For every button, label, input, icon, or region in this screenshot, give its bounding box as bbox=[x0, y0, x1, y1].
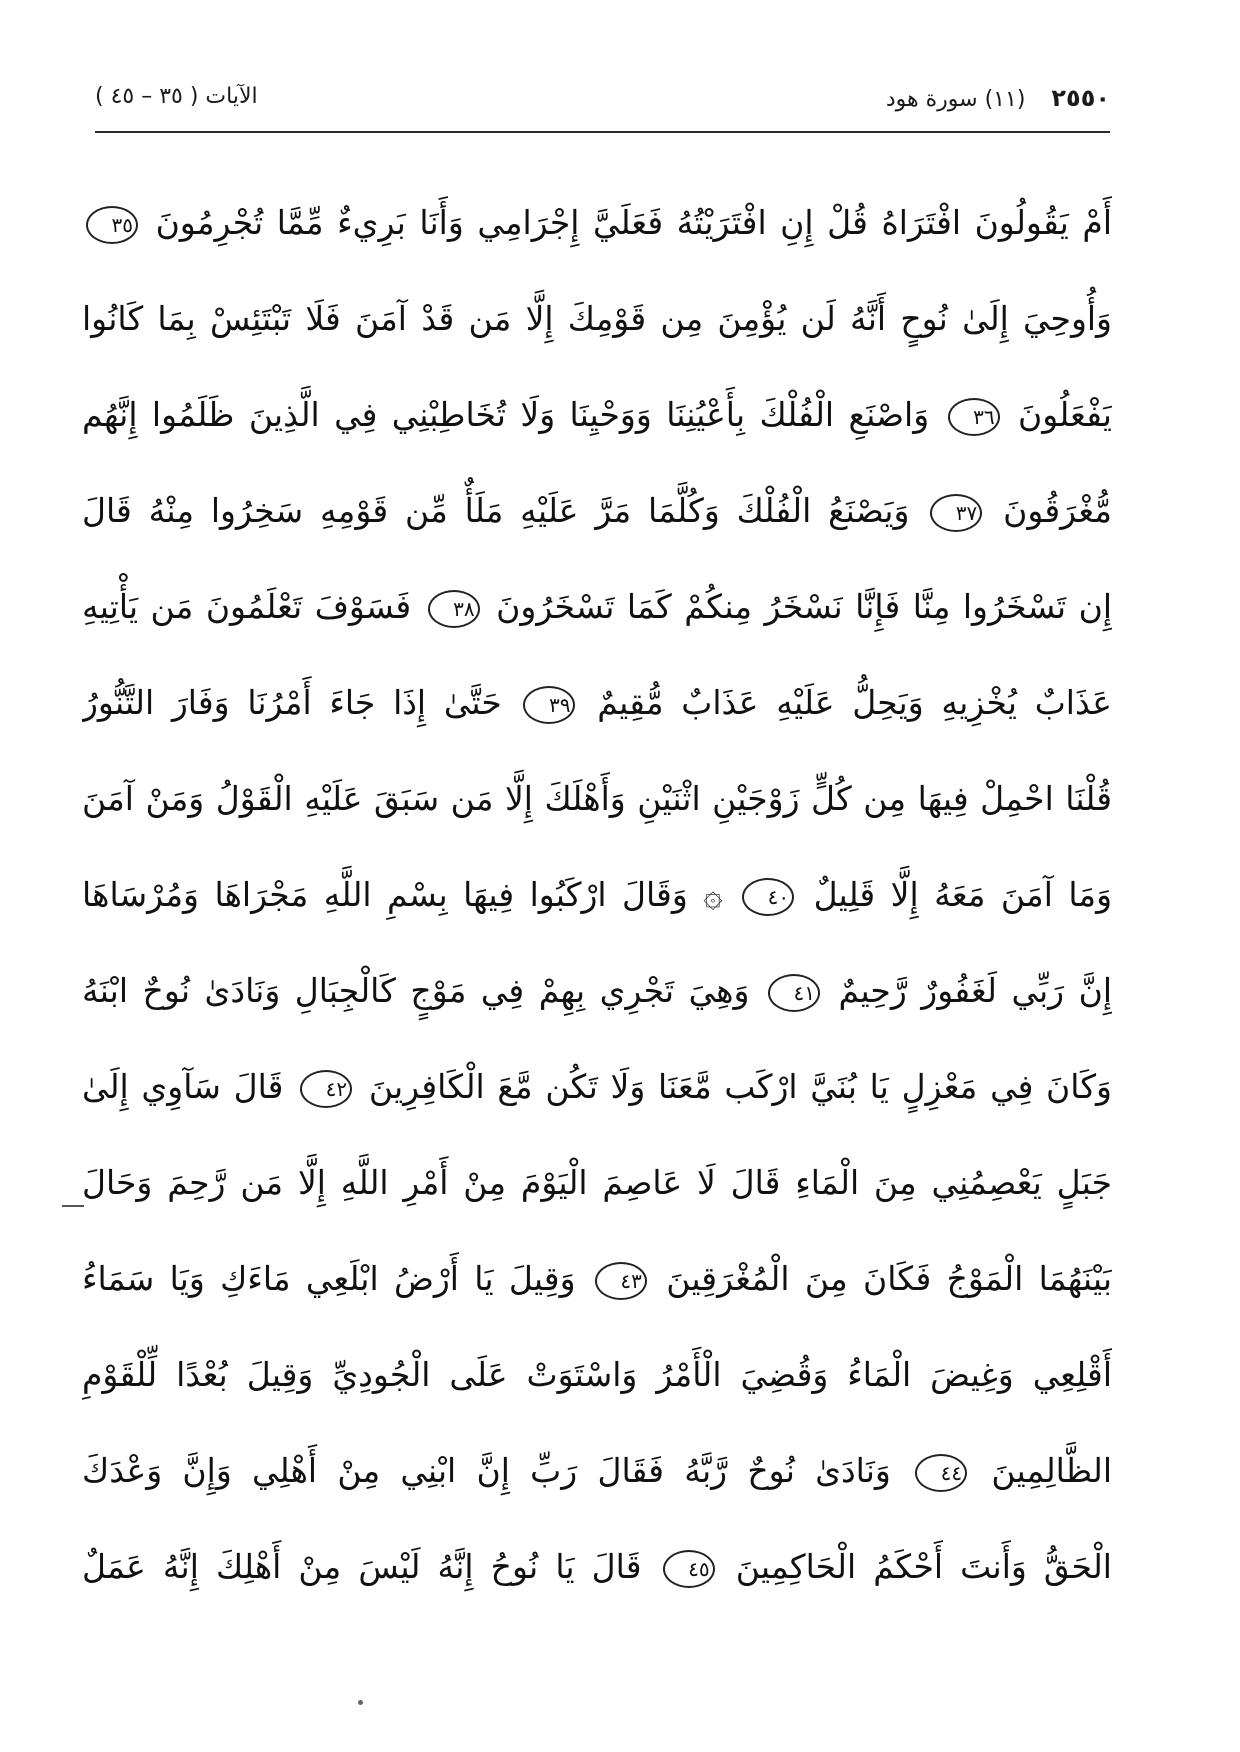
verses-range: الآيات ( ٣٥ – ٤٥ ) bbox=[95, 84, 258, 109]
text-line bbox=[82, 751, 1112, 847]
line-text: قُلْنَا احْمِلْ فِيهَا مِن كُلٍّ زَوْجَيْنِ اثْنَيْنِ وَأَهْلَكَ إِلَّا مَن سَبَقَ عَلَيْهِ الْقَوْلُ وَمَنْ آمَنَ bbox=[82, 779, 1112, 818]
ayah-number-marker: ٤٥ bbox=[663, 1550, 715, 1588]
text-line bbox=[82, 1231, 1112, 1327]
text-line bbox=[82, 1135, 1112, 1231]
line-text: مُّغْرَقُونَ bbox=[1003, 491, 1112, 530]
scan-speck bbox=[358, 1700, 363, 1705]
page-header bbox=[95, 82, 1110, 126]
ayah-number-marker: ٣٨ bbox=[428, 590, 480, 628]
ayah-number-marker: ٤٣ bbox=[595, 1262, 647, 1300]
line-text: بَيْنَهُمَا الْمَوْجُ فَكَانَ مِنَ الْمُغْرَقِينَ bbox=[666, 1259, 1112, 1298]
text-line bbox=[82, 847, 1112, 943]
ayah-number-marker: ٣٧ bbox=[930, 494, 982, 532]
line-text: وَكَانَ فِي مَعْزِلٍ يَا بُنَيَّ ارْكَب مَّعَنَا وَلَا تَكُن مَّعَ الْكَافِرِينَ bbox=[368, 1067, 1112, 1106]
quran-text-block bbox=[82, 175, 1112, 1615]
ayah-number-marker: ٤٤ bbox=[915, 1454, 967, 1492]
ayah-number-marker: ٣٩ bbox=[523, 686, 575, 724]
line-text: قَالَ سَآوِي إِلَىٰ bbox=[82, 1067, 284, 1106]
line-text: وَأُوحِيَ إِلَىٰ نُوحٍ أَنَّهُ لَن يُؤْمِنَ مِن قَوْمِكَ إِلَّا مَن قَدْ آمَنَ فَلَا تَبْتَئِسْ بِمَا كَانُوا bbox=[82, 299, 1112, 338]
text-line bbox=[82, 367, 1112, 463]
text-line bbox=[82, 1423, 1112, 1519]
line-text: يَفْعَلُونَ bbox=[1017, 395, 1112, 434]
text-line bbox=[82, 271, 1112, 367]
ayah-number-marker: ٣٥ bbox=[86, 206, 138, 244]
line-text: فَسَوْفَ تَعْلَمُونَ مَن يَأْتِيهِ bbox=[82, 587, 412, 626]
line-text: قَالَ يَا نُوحُ إِنَّهُ لَيْسَ مِنْ أَهْلِكَ إِنَّهُ عَمَلٌ bbox=[82, 1547, 642, 1586]
line-text: حَتَّىٰ إِذَا جَاءَ أَمْرُنَا وَفَارَ التَّنُّورُ bbox=[82, 683, 502, 722]
page-number: ٢٥٥٠ bbox=[1051, 84, 1110, 112]
margin-scan-mark bbox=[62, 1205, 84, 1207]
line-text: أَمْ يَقُولُونَ افْتَرَاهُ قُلْ إِنِ افْتَرَيْتُهُ فَعَلَيَّ إِجْرَامِي وَأَنَا بَرِيءٌ مِّمَّا تُجْرِمُونَ bbox=[155, 203, 1112, 242]
text-line bbox=[82, 175, 1112, 271]
ayah-number-marker: ٣٦ bbox=[948, 398, 1000, 436]
header-divider bbox=[95, 131, 1110, 133]
text-line bbox=[82, 559, 1112, 655]
line-text: إِن تَسْخَرُوا مِنَّا فَإِنَّا نَسْخَرُ مِنكُمْ كَمَا تَسْخَرُونَ bbox=[496, 587, 1112, 626]
text-line bbox=[82, 1519, 1112, 1615]
line-text: وَهِيَ تَجْرِي بِهِمْ فِي مَوْجٍ كَالْجِبَالِ وَنَادَىٰ نُوحٌ ابْنَهُ bbox=[82, 971, 750, 1010]
ayah-number-marker: ٤٢ bbox=[300, 1070, 352, 1108]
header-right-group bbox=[886, 84, 1110, 112]
ayah-number-marker: ٤١ bbox=[768, 974, 820, 1012]
ayah-number-marker: ٤٠ bbox=[742, 878, 794, 916]
line-text: وَنَادَىٰ نُوحٌ رَّبَّهُ فَقَالَ رَبِّ إِنَّ ابْنِي مِنْ أَهْلِي وَإِنَّ وَعْدَكَ bbox=[82, 1451, 891, 1490]
line-text: وَقِيلَ يَا أَرْضُ ابْلَعِي مَاءَكِ وَيَا سَمَاءُ bbox=[82, 1259, 576, 1298]
text-line bbox=[82, 1327, 1112, 1423]
line-text: وَاصْنَعِ الْفُلْكَ بِأَعْيُنِنَا وَوَحْيِنَا وَلَا تُخَاطِبْنِي فِي الَّذِينَ ظَلَمُوا إِنَّهُم bbox=[82, 395, 930, 434]
line-text: وَيَصْنَعُ الْفُلْكَ وَكُلَّمَا مَرَّ عَلَيْهِ مَلَأٌ مِّن قَوْمِهِ سَخِرُوا مِنْهُ قَالَ bbox=[82, 491, 910, 530]
text-line bbox=[82, 943, 1112, 1039]
line-text: جَبَلٍ يَعْصِمُنِي مِنَ الْمَاءِ قَالَ لَا عَاصِمَ الْيَوْمَ مِنْ أَمْرِ اللَّهِ إِلَّا مَن رَّحِمَ وَحَالَ bbox=[82, 1163, 1112, 1202]
text-line bbox=[82, 463, 1112, 559]
text-line bbox=[82, 1039, 1112, 1135]
line-text: الظَّالِمِينَ bbox=[991, 1451, 1112, 1490]
line-text: عَذَابٌ يُخْزِيهِ وَيَحِلُّ عَلَيْهِ عَذَابٌ مُّقِيمٌ bbox=[597, 683, 1112, 722]
line-text: وَمَا آمَنَ مَعَهُ إِلَّا قَلِيلٌ bbox=[813, 875, 1112, 914]
line-text: إِنَّ رَبِّي لَغَفُورٌ رَّحِيمٌ bbox=[838, 971, 1112, 1010]
line-text: أَقْلِعِي وَغِيضَ الْمَاءُ وَقُضِيَ الْأَمْرُ وَاسْتَوَتْ عَلَى الْجُودِيِّ وَقِيلَ بُعْدًا لِّلْقَوْمِ bbox=[82, 1355, 1112, 1394]
line-text: ۞ وَقَالَ ارْكَبُوا فِيهَا بِسْمِ اللَّهِ مَجْرَاهَا وَمُرْسَاهَا bbox=[82, 875, 723, 914]
text-line bbox=[82, 655, 1112, 751]
surah-title: (١١) سورة هود bbox=[885, 87, 1026, 112]
line-text: الْحَقُّ وَأَنتَ أَحْكَمُ الْحَاكِمِينَ bbox=[735, 1547, 1112, 1586]
